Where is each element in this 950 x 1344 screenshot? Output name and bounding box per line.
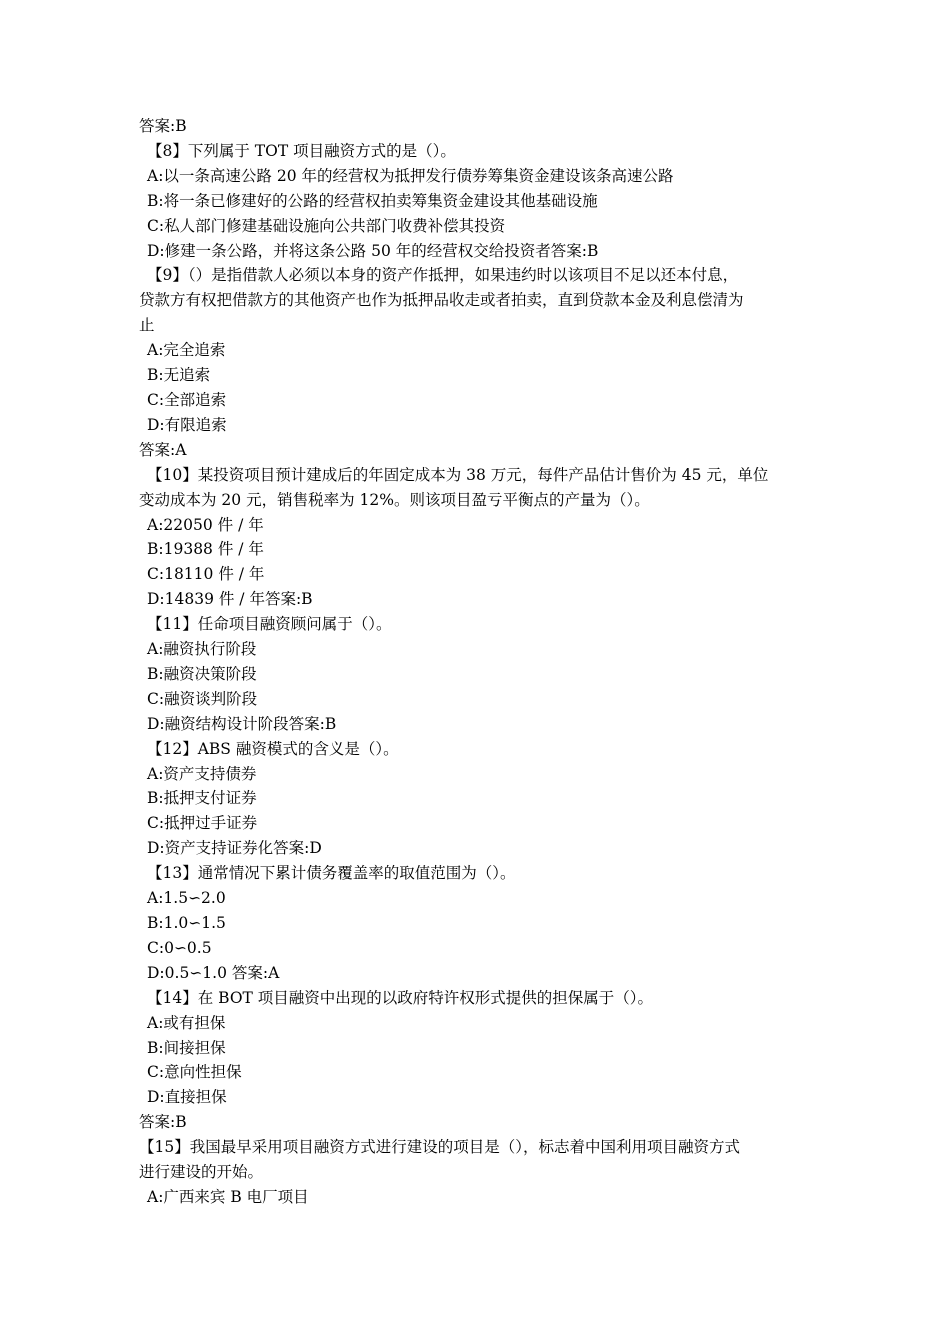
text-line: 【13】通常情况下累计债务覆盖率的取值范围为（）。 [147,864,516,883]
text-line: A:或有担保 [147,1013,226,1032]
text-line: 答案:B [139,117,187,135]
text-line: C:意向性担保 [147,1063,242,1082]
text-line: A:融资执行阶段 [147,640,257,659]
text-line: 进行建设的开始。 [139,1163,264,1182]
text-line: B:融资决策阶段 [147,664,257,683]
document-page [139,114,819,1210]
text-line: 【10】某投资项目预计建成后的年固定成本为 38 万元，每件产品估计售价为 45 元，单位 [147,465,769,484]
text-line: D:0.5∽1.0 答案:A [147,963,280,982]
text-line: 【14】在 BOT 项目融资中出现的以政府特许权形式提供的担保属于（）。 [147,988,654,1007]
text-line: C:私人部门修建基础设施向公共部门收费补偿其投资 [147,216,506,235]
text-line: 【12】ABS 融资模式的含义是（）。 [147,739,399,758]
text-line: B:无追索 [147,366,211,385]
text-line: 【8】下列属于 TOT 项目融资方式的是（）。 [147,141,456,160]
text-line: C:18110 件 / 年 [147,565,265,584]
text-line: A:资产支持债券 [147,764,257,783]
text-line: 止 [139,316,155,335]
text-line: D:有限追索 [147,415,227,434]
text-line: 答案:B [139,1113,187,1132]
text-line: C:抵押过手证券 [147,814,258,833]
text-line: C:0∽0.5 [147,938,212,957]
text-line: A:以一条高速公路 20 年的经营权为抵押发行债券筹集资金建设该条高速公路 [147,166,674,185]
text-line: B:1.0∽1.5 [147,914,226,932]
text-line: 【15】我国最早采用项目融资方式进行建设的项目是（），标志着中国利用项目融资方式 [139,1138,740,1157]
text-line: C:全部追索 [147,390,227,409]
text-line: A:广西来宾 B 电厂项目 [147,1187,309,1206]
text-line: D:修建一条公路，并将这条公路 50 年的经营权交给投资者答案:B [147,241,599,260]
text-line: B:19388 件 / 年 [147,540,264,559]
text-line: A:1.5∽2.0 [147,889,226,908]
document-body [139,114,819,1210]
text-line: C:融资谈判阶段 [147,689,258,708]
text-line: A:完全追索 [147,341,226,360]
text-line: D:融资结构设计阶段答案:B [147,714,337,733]
text-line: 【9】（）是指借款人必须以本身的资产作抵押，如果违约时以该项目不足以还本付息， [147,266,739,285]
text-line: B:间接担保 [147,1038,226,1057]
text-line: B:抵押支付证券 [147,789,257,808]
text-line: D:14839 件 / 年答案:B [147,590,313,609]
text-line: 答案:A [139,440,187,459]
text-line: D:直接担保 [147,1088,227,1107]
text-line: 变动成本为 20 元，销售税率为 12%。则该项目盈亏平衡点的产量为（）。 [139,490,650,509]
text-line: A:22050 件 / 年 [147,515,264,534]
text-line: 贷款方有权把借款方的其他资产也作为抵押品收走或者拍卖，直到贷款本金及利息偿清为 [139,291,744,310]
text-line: 【11】任命项目融资顾问属于（）。 [147,615,392,634]
text-line: D:资产支持证券化答案:D [147,839,322,858]
text-line: B:将一条已修建好的公路的经营权拍卖筹集资金建设其他基础设施 [147,191,598,210]
